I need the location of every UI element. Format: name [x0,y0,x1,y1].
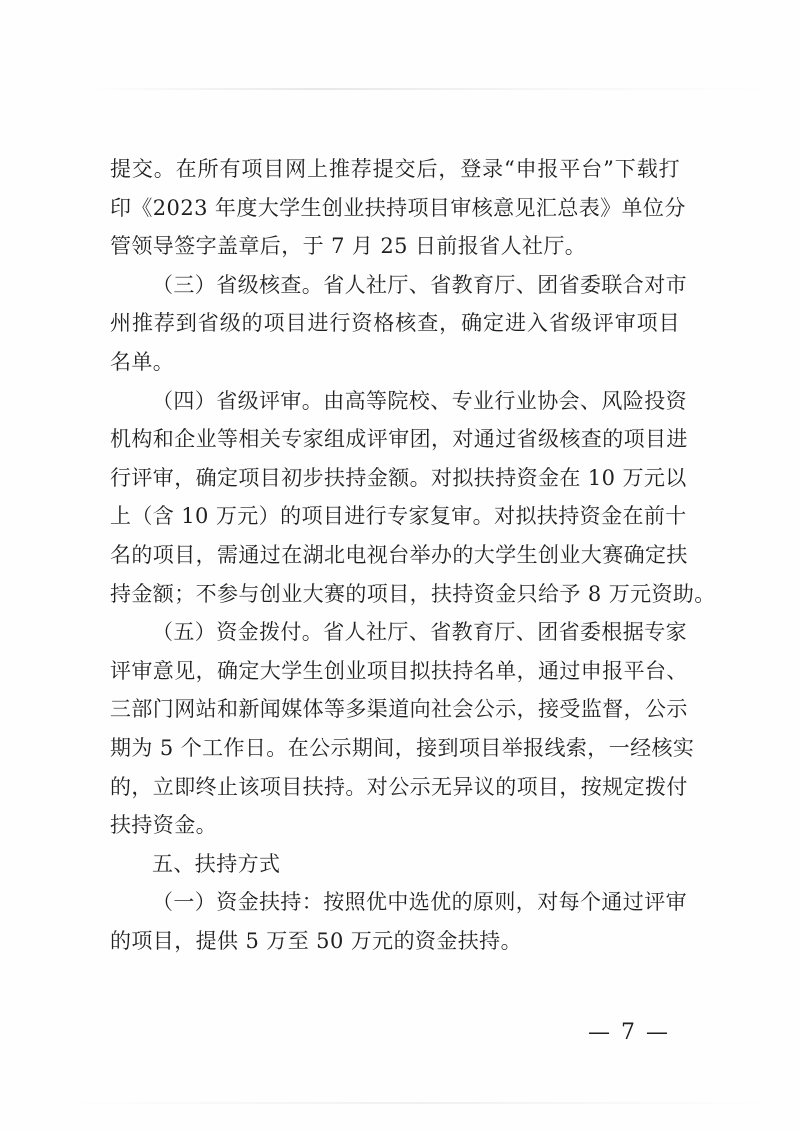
page-number: — 7 — [588,1020,670,1045]
paragraph-line: 印《2023 年度大学生创业扶持项目审核意见汇总表》单位分 [110,195,686,220]
paragraph-line: 扶持资金。 [110,813,217,838]
paragraph-line: 持金额；不参与创业大赛的项目，扶持资金只给予 8 万元资助。 [110,581,716,606]
paragraph-line: 提交。在所有项目网上推荐提交后，登录“申报平台”下载打 [110,157,680,181]
scan-artifact-line [90,88,780,90]
paragraph-line: 评审意见，确定大学生创业项目拟扶持名单，通过申报平台、 [110,658,688,683]
paragraph-line: 三部门网站和新闻媒体等多渠道向社会公示，接受监督，公示 [110,697,688,722]
paragraph-line: 州推荐到省级的项目进行资格核查，确定进入省级评审项目 [110,311,680,336]
section-heading-line: （一）资金扶持：按照优中选优的原则，对每个通过评审 [152,890,687,915]
paragraph-line: 期为 5 个工作日。在公示期间，接到项目举报线索，一经核实 [110,735,695,760]
document-body [110,150,716,960]
scan-artifact-line [60,1102,780,1104]
paragraph-line: 名的项目，需通过在湖北电视台举办的大学生创业大赛确定扶 [110,542,688,567]
paragraph-line: 行评审，确定项目初步扶持金额。对拟扶持资金在 10 万元以 [110,465,687,490]
paragraph-line: 管领导签字盖章后，于 7 月 25 日前报省人社厅。 [110,234,587,259]
paragraph-line: 的项目，提供 5 万至 50 万元的资金扶持。 [110,928,522,953]
chapter-heading: 五、扶持方式 [152,851,281,876]
paragraph-line: 的，立即终止该项目扶持。对公示无异议的项目，按规定拨付 [110,774,688,799]
section-heading-line: （五）资金拨付。省人社厅、省教育厅、团省委根据专家 [152,620,687,645]
paragraph-line: 上（含 10 万元）的项目进行专家复审。对拟扶持资金在前十 [110,504,687,529]
section-heading-line: （三）省级核查。省人社厅、省教育厅、团省委联合对市 [152,272,687,297]
paragraph-line: 机构和企业等相关专家组成评审团，对通过省级核查的项目进 [110,427,688,452]
section-heading-line: （四）省级评审。由高等院校、专业行业协会、风险投资 [152,388,687,413]
paragraph-line: 名单。 [110,349,175,374]
